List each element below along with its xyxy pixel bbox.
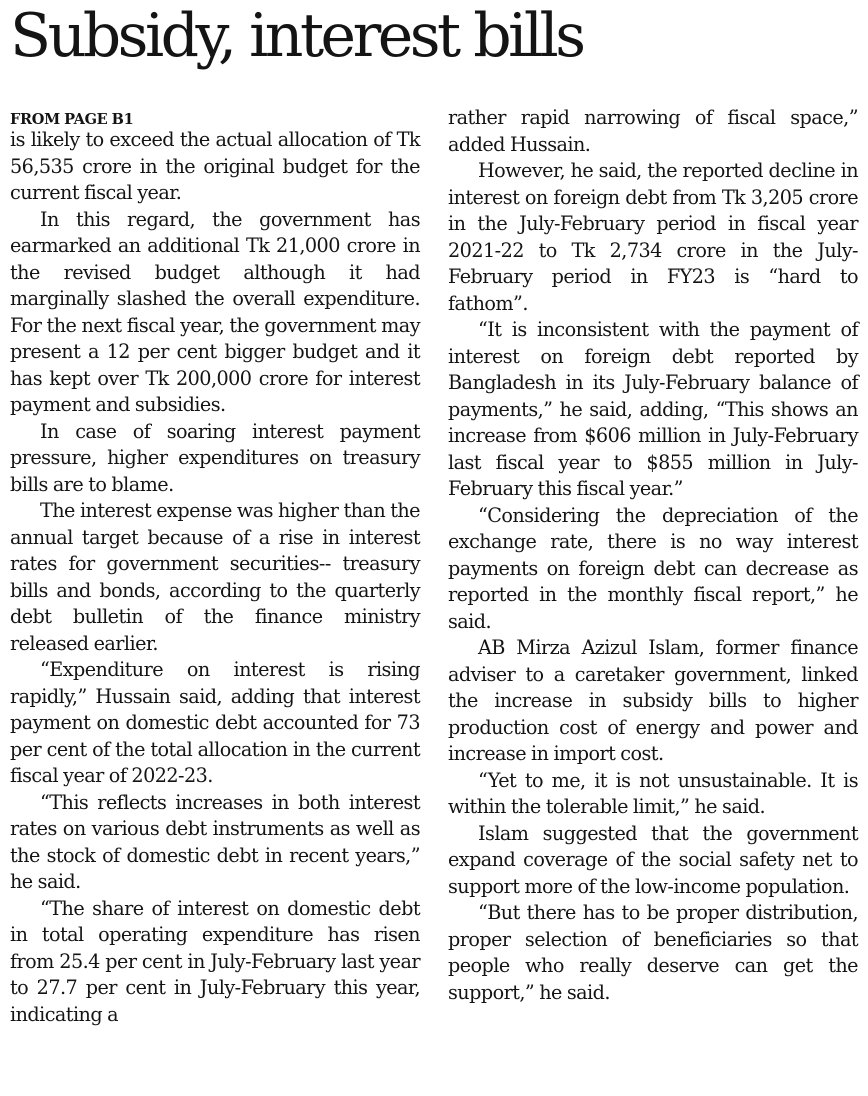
paragraph: “Yet to me, it is not unsustainable. It is within the tolerable limit,” he said.	[448, 768, 858, 818]
paragraph: However, he said, the reported decline in interest on foreign debt from Tk 3,205 crore in the July-February period in fiscal year 2021-22 to Tk 2,734 crore in the July-February period in FY23 is “hard to fathom”.	[448, 159, 858, 315]
paragraph: “But there has to be proper distribution, proper selection of beneficiaries so that people who really deserve can get the support,” he said.	[448, 901, 858, 1004]
paragraph: Islam suggested that the government expand coverage of the social safety net to support more of the low-income population.	[448, 821, 858, 898]
paragraph: “Expenditure on interest is rising rapidly,” Hussain said, adding that interest payment on domestic debt accounted for 73 per cent of the total allocation in the current fiscal year of 2022-23.	[10, 658, 420, 787]
paragraph: rather rapid narrowing of fiscal space,” added Hussain.	[448, 106, 858, 156]
paragraph: “Considering the depreciation of the exchange rate, there is no way interest payments on foreign debt can decrease as reported in the monthly fiscal report,” he said.	[448, 503, 858, 633]
paragraph: In case of soaring interest payment pressure, higher expenditures on treasury bills are to blame.	[10, 419, 420, 496]
headline: Subsidy, interest bills	[10, 1, 583, 71]
right-column	[448, 105, 858, 1006]
paragraph: is likely to exceed the actual allocation of Tk 56,535 crore in the original budget for the current fiscal year.	[10, 128, 420, 204]
kicker: FROM PAGE B1	[10, 111, 134, 128]
left-column	[10, 110, 420, 1028]
paragraph: AB Mirza Azizul Islam, former finance adviser to a caretaker government, linked the increase in subsidy bills to higher production cost of energy and power and increase in import cost.	[448, 636, 858, 765]
paragraph: “This reflects increases in both interest rates on various debt instruments as well as the stock of domestic debt in recent years,” he said.	[10, 790, 420, 893]
paragraph: In this regard, the government has earmarked an additional Tk 21,000 crore in the revised budget although it had marginally slashed the overall expenditure. For the next fiscal year, the government may present a 12 per cent bigger budget and it has kept over Tk 200,000 crore for interest payment and subsidies.	[10, 207, 420, 416]
paragraph: The interest expense was higher than the annual target because of a rise in interest rates for government securities-- treasury bills and bonds, according to the quarterly debt bulletin of the finance ministry released earlier.	[10, 499, 420, 655]
paragraph: “The share of interest on domestic debt in total operating expenditure has risen from 25.4 per cent in July-February last year to 27.7 per cent in July-February this year, indicating a	[10, 896, 420, 1026]
paragraph: “It is inconsistent with the payment of interest on foreign debt reported by Bangladesh in its July-February balance of payments,” he said, adding, “This shows an increase from $606 million in July-February last fiscal year to $855 million in July-February this fiscal year.”	[448, 318, 858, 500]
